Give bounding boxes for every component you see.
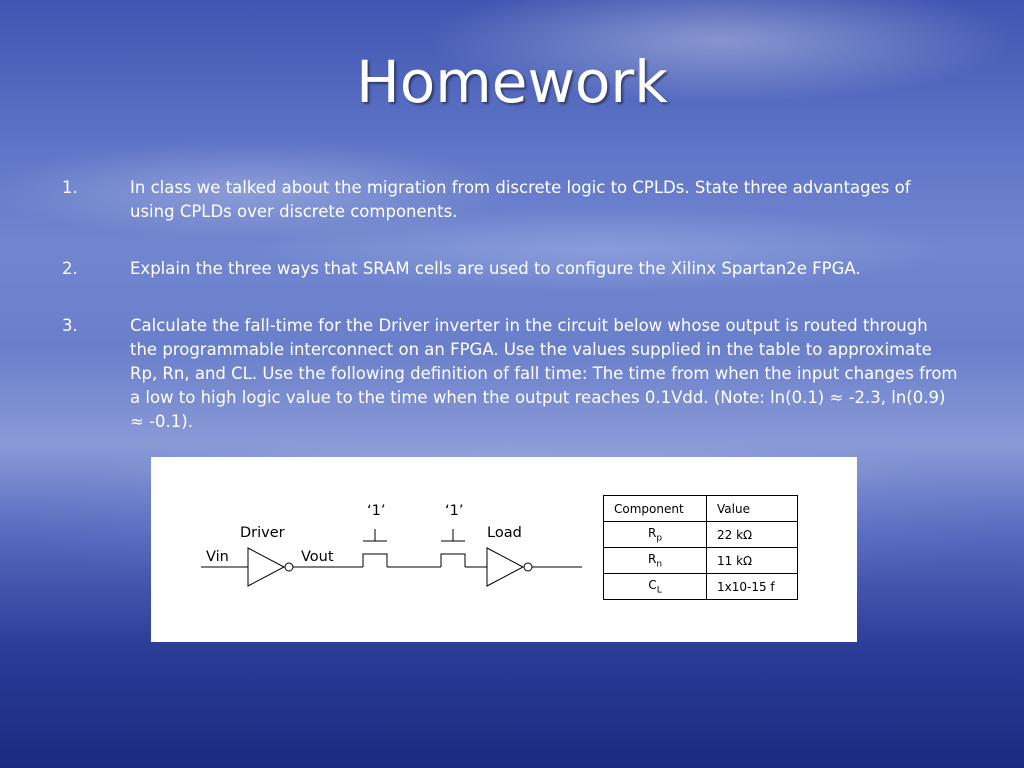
homework-list xyxy=(58,176,958,467)
component-value: 1x10-15 f xyxy=(707,574,798,600)
load-label: Load xyxy=(487,525,522,541)
vout-label: Vout xyxy=(301,549,334,565)
table-row xyxy=(604,548,798,574)
pass-transistor-1 xyxy=(363,554,387,567)
component-table xyxy=(603,495,798,600)
load-inverter-bubble xyxy=(524,563,532,571)
homework-item-3 xyxy=(58,314,958,434)
homework-item-1 xyxy=(58,176,958,224)
column-header-component: Component xyxy=(604,496,707,522)
gate-2-label: ‘1’ xyxy=(445,503,464,519)
column-header-value: Value xyxy=(707,496,798,522)
vin-label: Vin xyxy=(206,549,229,565)
driver-label: Driver xyxy=(240,525,285,541)
item-text: Calculate the fall-time for the Driver inverter in the circuit below whose output is routed through the programmable interconnect on an FPGA. Use the values supplied in the table to approximate Rp, Rn, and CL. Use the following definition of fall time: The time from when the input changes from a low to high logic value to the time when the output reaches 0.1Vdd. (Note: ln(0.1) ≈ -2.3, ln(0.9) ≈ -0.1). xyxy=(130,316,958,431)
item-number: 2. xyxy=(62,259,78,278)
item-number: 3. xyxy=(62,316,78,335)
component-name: $R_p$ xyxy=(604,522,707,548)
homework-item-2 xyxy=(58,257,958,281)
component-value: 11 kΩ xyxy=(707,548,798,574)
table-row xyxy=(604,574,798,600)
gate-1-label: ‘1’ xyxy=(367,503,386,519)
item-text: Explain the three ways that SRAM cells are used to configure the Xilinx Spartan2e FPGA. xyxy=(130,259,861,278)
component-value: 22 kΩ xyxy=(707,522,798,548)
table-row xyxy=(604,522,798,548)
circuit-figure xyxy=(151,457,857,642)
item-text: In class we talked about the migration from discrete logic to CPLDs. State three advantages of using CPLDs over discrete components. xyxy=(130,178,911,221)
driver-inverter xyxy=(248,548,284,586)
pass-transistor-2 xyxy=(441,554,465,567)
component-name: $R_n$ xyxy=(604,548,707,574)
load-inverter xyxy=(487,548,523,586)
slide-title: Homework xyxy=(356,48,668,116)
item-number: 1. xyxy=(62,178,78,197)
component-name: $C_L$ xyxy=(604,574,707,600)
driver-inverter-bubble xyxy=(285,563,293,571)
table-header-row xyxy=(604,496,798,522)
